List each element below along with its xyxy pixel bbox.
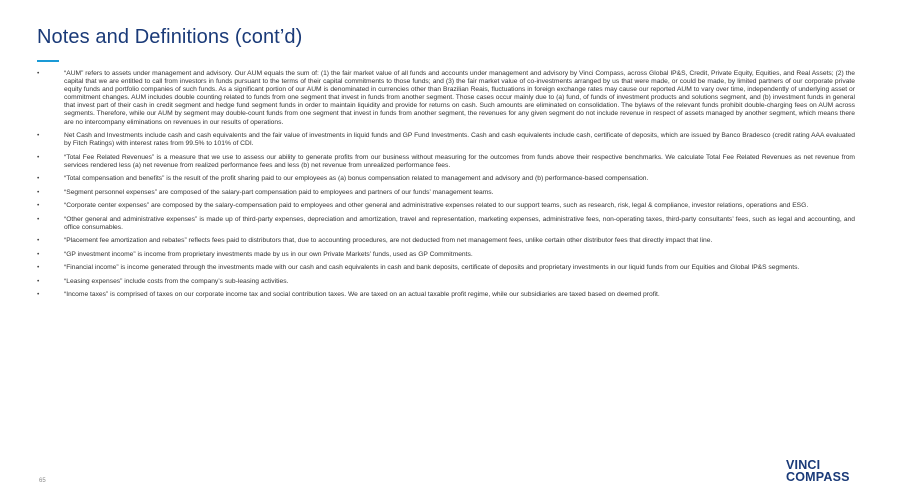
note-item <box>37 70 855 127</box>
note-text: “Financial income” is income generated through the investments made with our cash and cash equivalents in cash and bank deposits, certificate of deposits and proprietary investments in our liquid funds from our Equities and Global IP&S segments. <box>64 264 800 272</box>
note-item <box>37 175 855 183</box>
note-item <box>37 189 855 197</box>
note-item <box>37 216 855 232</box>
logo-line-2: COMPASS <box>786 470 850 484</box>
bullet-icon: • <box>37 264 40 272</box>
bullet-icon: • <box>37 188 40 196</box>
note-text: “Income taxes” is comprised of taxes on our corporate income tax and social contribution taxes. We are taxed on an actual taxable profit regime, while our subsidiaries are taxed based on deemed profit. <box>64 291 660 299</box>
bullet-icon: • <box>37 237 40 245</box>
bullet-icon: • <box>37 175 40 183</box>
bullet-icon: • <box>37 250 40 258</box>
logo-line-1: VINCI <box>786 458 821 472</box>
page-number: 65 <box>39 478 46 484</box>
bullet-icon: • <box>37 277 40 285</box>
vinci-compass-logo <box>786 459 850 483</box>
bullet-icon: • <box>37 132 40 140</box>
bullet-icon: • <box>37 291 40 299</box>
note-text: “GP investment income” is income from proprietary investments made by us in our own Private Markets’ funds, used as GP Commitments. <box>64 250 473 258</box>
note-text: “Placement fee amortization and rebates” reflects fees paid to distributors that, due to accounting procedures, are not deducted from net management fees, unlike certain other distributor fees that directly impact that line. <box>64 237 713 245</box>
note-item <box>37 237 855 245</box>
note-text: Net Cash and Investments include cash and cash equivalents and the fair value of investments in liquid funds and GP Fund Investments. Cash and cash equivalents include cash, certificate of deposits, which are issued by Banco Bradesco (credit rating AAA evaluated by Fitch Ratings) with interest rates from 99.5% to 101% of CDI. <box>64 132 855 148</box>
note-item <box>37 132 855 148</box>
note-item <box>37 264 855 272</box>
note-text: “AUM” refers to assets under management and advisory. Our AUM equals the sum of: (1) the fair market value of all funds and accounts under management and advisory by Vinci Compass, across Global IP&S, Credit, Private Equity, Equities, and Real Assets; (2) the capital that we are entitled to call from investors in funds pursuant to the terms of their capital commitments to those funds; and (3) the fair market value of co-investments arranged by us that were made, or could be made, by limited partners of our corporate private equity funds and portfolio companies of such funds. As a significant portion of our AUM is denominated in currencies other than Brazilian Reais, fluctuations in foreign exchange rates may cause our reported AUM to vary over time, independently of underlying asset or commitment changes. AUM includes double counting related to funds from one segment that invest in funds from another segment. Those cases occur mainly due to (a) fund, of funds of investment products and solutions segment, and (b) investment funds in general that invest part of their cash in credit segment and hedge fund segment funds in order to maintain liquidity and provide for returns on cash. Such amounts are eliminated on consolidation. The bylaws of the relevant funds prohibit double-charging fees on AUM across segments. Therefore, while our AUM by segment may double-count funds from one segment that invest in funds from another segment, the revenues for any given segment do not include revenue in respect of assets managed by another segment, which means there are no intercompany eliminations on revenues in our results of operations. <box>64 70 855 126</box>
note-text: “Other general and administrative expenses” is made up of third-party expenses, depreciation and amortization, travel and representation, marketing expenses, administrative fees, non-operating taxes, third-party consultants’ fees, such as legal and accounting, and office consumables. <box>64 215 855 231</box>
page-title: Notes and Definitions (cont’d) <box>37 26 303 48</box>
note-text: “Corporate center expenses” are composed by the salary-compensation paid to employees and other general and administrative expenses related to our support teams, such as research, risk, legal & compliance, investor relations, operations and ESG. <box>64 202 809 210</box>
title-underline <box>37 60 59 62</box>
note-item <box>37 291 855 299</box>
note-text: “Total Fee Related Revenues” is a measure that we use to assess our ability to generate profits from our business without measuring for the outcomes from funds above their respective benchmarks. We calculate Total Fee Related Revenues as net revenue from services rendered less (a) net revenue from realized performance fees and less (b) net revenue from unrealized performance fees. <box>64 153 855 169</box>
note-item <box>37 202 855 210</box>
note-text: “Total compensation and benefits” is the result of the profit sharing paid to our employees as (a) bonus compensation related to management and advisory and (b) performance-based compensation. <box>64 175 649 183</box>
note-item <box>37 251 855 259</box>
note-item <box>37 154 855 170</box>
bullet-icon: • <box>37 202 40 210</box>
bullet-icon: • <box>37 215 40 223</box>
bullet-icon: • <box>37 153 40 161</box>
notes-list <box>37 70 855 305</box>
note-text: “Segment personnel expenses” are composed of the salary-part compensation paid to employees and partners of our funds’ management teams. <box>64 188 494 196</box>
bullet-icon: • <box>37 70 40 77</box>
note-item <box>37 278 855 286</box>
note-text: “Leasing expenses” include costs from the company’s sub-leasing activities. <box>64 277 289 285</box>
